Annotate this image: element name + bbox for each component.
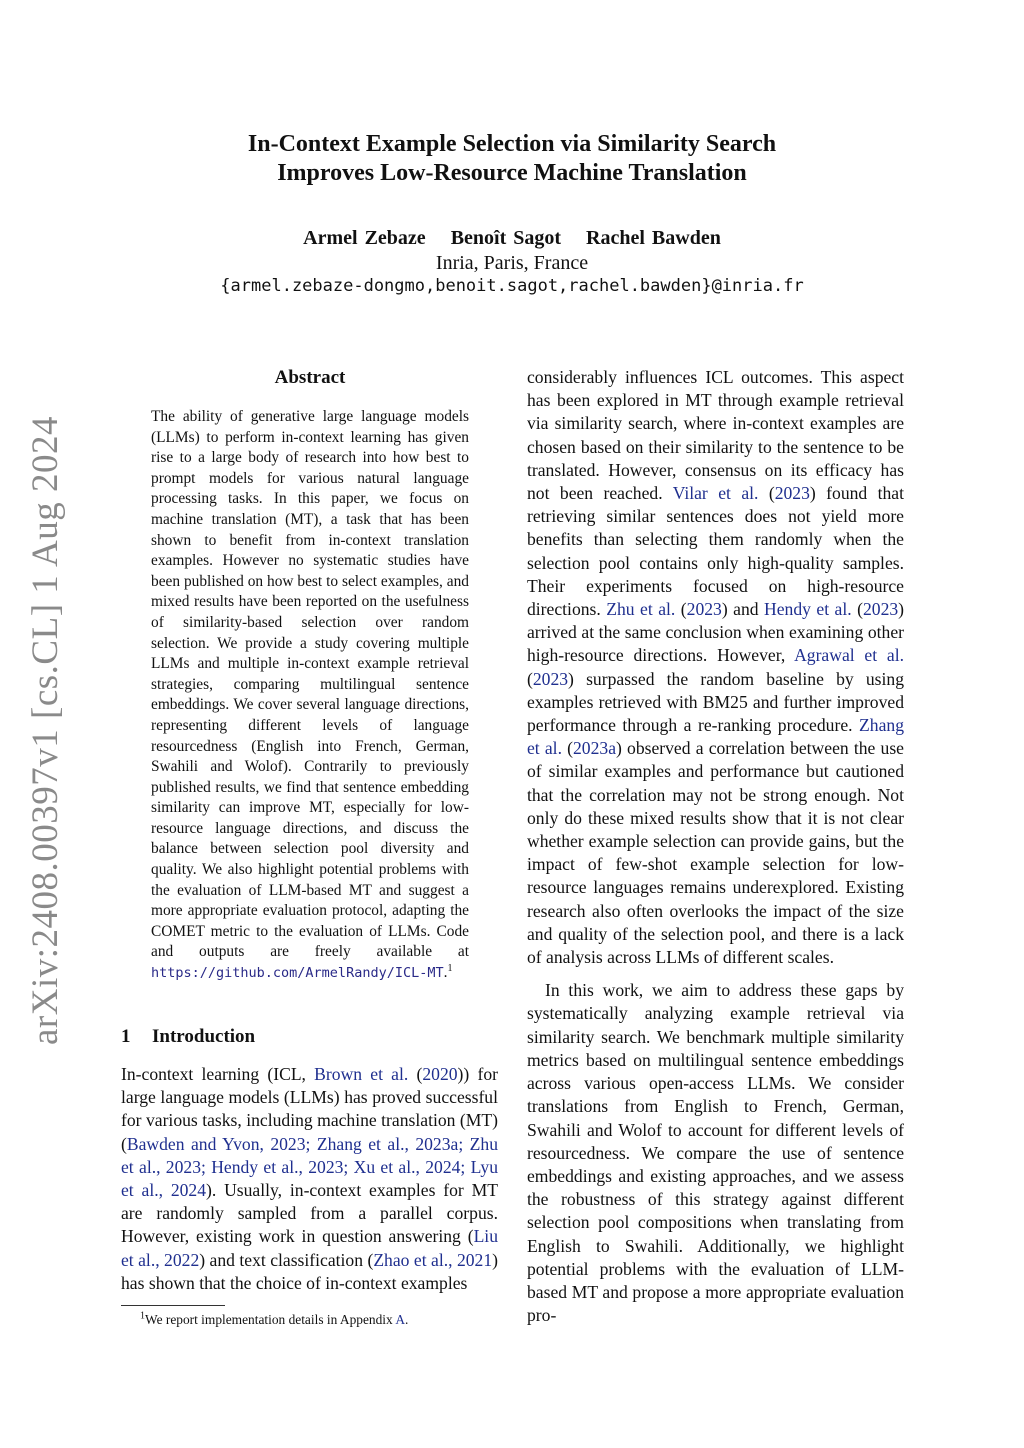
code-url-link[interactable]: https://github.com/ArmelRandy/ICL-MT [151, 965, 444, 982]
footnote-number: 1 [140, 1310, 145, 1322]
body-text: In-context learning (ICL, [121, 1064, 315, 1084]
citation-link[interactable]: 2023 [862, 599, 899, 620]
section-title: Introduction [152, 1026, 256, 1047]
citation-link[interactable]: 2023a [573, 738, 616, 759]
section-heading-introduction [121, 1025, 501, 1049]
body-text: ( [408, 1064, 423, 1084]
citation-link[interactable]: Hendy et al. [764, 599, 852, 620]
body-text: ). Usually, in-context examples for MT are randomly sampled from a parallel corpus. However, existing work in question answering ( [121, 1180, 498, 1247]
footnote-text: We report implementation details in Appendix [145, 1312, 396, 1327]
author-name: Armel Zebaze [303, 227, 426, 249]
body-text: considerably influences ICL outcomes. This aspect has been explored in MT through example retrieval via similarity search, where in-context examples are chosen based on their similarity to the sentence to be translated. However, consensus on its efficacy has not been reached. [527, 367, 904, 504]
body-text: ) has shown that the choice of in-context examples [121, 1249, 498, 1293]
abstract-text: The ability of generative large language models (LLMs) to perform in-context learning has given rise to a large body of research into how best to prompt models for various natural language processing tasks. In this paper, we focus on machine translation (MT), a task that has been shown to benefit from in-context translation examples. However no systematic studies have been published on how best to select examples, and mixed results have been reported on the usefulness of similarity-based selection over random selection. We provide a study covering multiple LLMs and multiple in-context example retrieval strategies, comparing multilingual sentence embeddings. We cover several language directions, representing different levels of language resourcedness (English into French, German, Swahili and Wolof). Contrarily to previously published results, we find that sentence embedding similarity can improve MT, especially for low-resource language directions, and discuss the balance between selection pool diversity and quality. We also highlight potential problems with the evaluation of LLM-based MT and suggest a more appropriate evaluation protocol, adapting the COMET metric to the evaluation of LLMs. Code and outputs are freely available at [151, 408, 469, 961]
citation-link[interactable]: Bawden and Yvon, 2023; Zhang et al., 2023a; Zhu et al., 2023; Hendy et al., 2023; Xu et al., 2024; Lyu et al., 2024 [121, 1133, 498, 1201]
citation-link[interactable]: Brown et al. [314, 1064, 409, 1084]
intro-column-left [121, 1063, 498, 1295]
citation-link[interactable]: 2023 [774, 483, 810, 504]
citation-link[interactable]: Vilar et al. [672, 483, 759, 504]
footnote [140, 1311, 500, 1329]
body-text: ( [675, 599, 687, 620]
body-text: ) surpassed the random baseline by using examples retrieved with BM25 and further improved performance through a re-ranking procedure. [527, 668, 904, 736]
citation-link[interactable]: Zhang et al. [527, 715, 904, 759]
affiliation: Inria, Paris, France [435, 252, 589, 274]
citation-link[interactable]: Liu et al., 2022 [121, 1226, 498, 1270]
paper-title [120, 130, 904, 188]
intro-column-right [527, 366, 904, 1327]
body-text: )) for large language models (LLMs) has proved successful for various tasks, including machine translation (MT) ( [121, 1064, 498, 1154]
body-text: ) and [721, 599, 765, 620]
citation-link[interactable]: 2023 [686, 599, 722, 620]
body-text: ( [527, 668, 533, 689]
citation-link[interactable]: Zhao et al., 2021 [373, 1249, 493, 1270]
section-number: 1 [121, 1026, 131, 1047]
body-text: ( [851, 599, 863, 620]
author-name: Benoît Sagot [450, 227, 562, 249]
intro-paragraph-continued [527, 366, 904, 969]
body-text: ( [561, 738, 573, 759]
author-name: Rachel Bawden [586, 227, 721, 249]
abstract-body [151, 407, 469, 984]
title-line-2: Improves Low-Resource Machine Translation [277, 160, 747, 186]
abstract-end: . [443, 964, 448, 982]
arxiv-identifier: arXiv:2408.00397v1 [cs.CL] 1 Aug 2024 [25, 416, 66, 1045]
footnote-mark: 1 [447, 962, 453, 974]
citation-link[interactable]: Zhu et al. [606, 599, 676, 620]
footnote-divider [121, 1305, 225, 1306]
body-text: ) observed a correlation between the use of similar examples and performance but cautioned that the correlation may not be strong enough. Not only do these mixed results show that it is not clear whether example selection can provide gains, but the impact of few-shot example selection for low-resource languages remains underexplored. Existing research also often overlooks the impact of the size and quality of the selection pool, and there is a lack of analysis across LLMs of different scales. [527, 738, 904, 968]
body-text: ) found that retrieving similar sentences does not yield more benefits than selecting them randomly when the selection pool contains only high-quality samples. Their experiments focused on high-resource directions. [527, 483, 904, 620]
footnote-end: . [405, 1312, 409, 1327]
body-text: ( [758, 483, 775, 504]
intro-paragraph-2: In this work, we aim to address these gaps by systematically analyzing example retrieval via similarity search. We benchmark multiple similarity metrics based on multilingual sentence embeddings across various open-access LLMs. We consider translations from English to French, German, Swahili and Wolof to account for different levels of resourcedness. We compare the use of sentence embeddings and existing approaches, and we assess the robustness of this strategy against different selection pool compositions when translating from English to Swahili. Additionally, we highlight potential problems with the evaluation of LLM-based MT and propose a more appropriate evaluation pro- [527, 980, 904, 1326]
citation-link[interactable]: Agrawal et al. [794, 645, 904, 666]
body-text: ) and text classification ( [199, 1249, 374, 1270]
body-text: ) arrived at the same conclusion when examining other high-resource directions. However, [527, 599, 905, 666]
citation-link[interactable]: 2023 [532, 668, 569, 689]
author-emails: {armel.zebaze-dongmo,benoit.sagot,rachel.bawden}@inria.fr [220, 276, 804, 296]
appendix-link[interactable]: A [395, 1312, 405, 1327]
abstract-heading: Abstract [274, 367, 346, 388]
author-list [120, 225, 904, 251]
citation-link[interactable]: 2020 [422, 1064, 458, 1084]
title-line-1: In-Context Example Selection via Similarity Search [247, 131, 777, 157]
